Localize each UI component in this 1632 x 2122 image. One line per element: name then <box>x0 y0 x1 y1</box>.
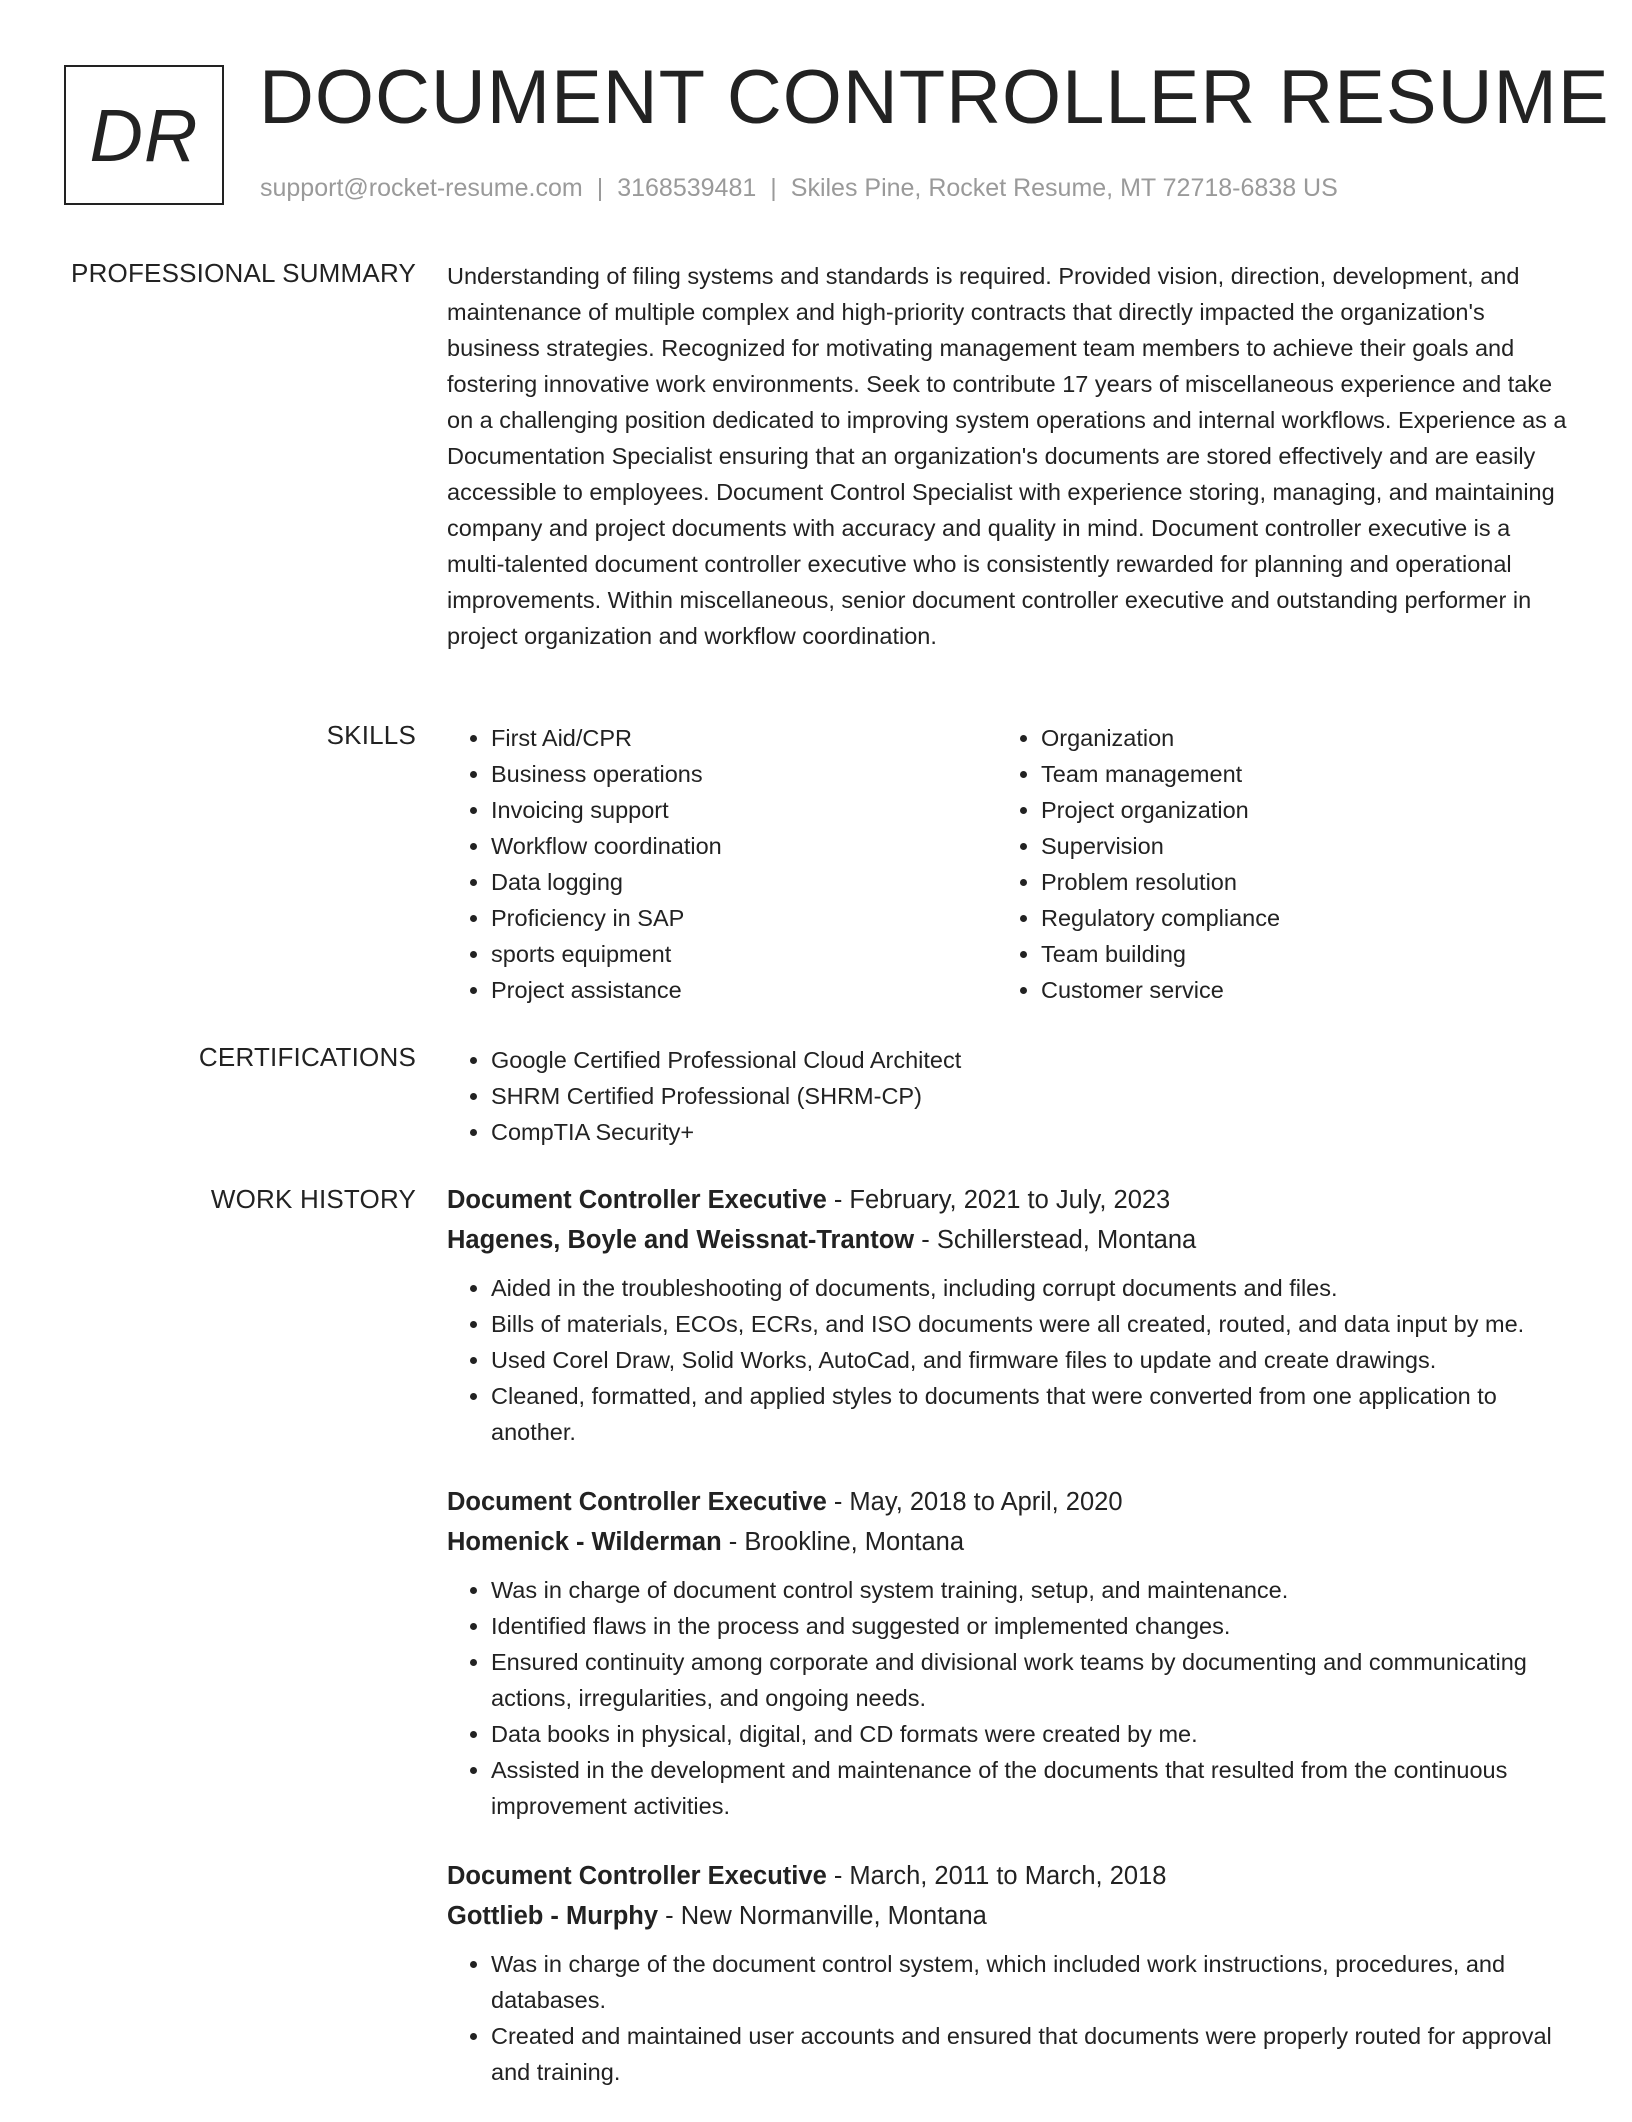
job-bullets <box>447 1572 1567 1824</box>
skills-list-right <box>997 720 1547 1008</box>
job-location: - New Normanville, Montana <box>658 1902 987 1930</box>
certifications-body <box>447 1042 1567 1150</box>
job-bullet: • Identified flaws in the process and suggested or implemented changes. <box>491 1608 1567 1644</box>
job-company-line <box>447 1522 1567 1562</box>
certification-item: • SHRM Certified Professional (SHRM-CP) <box>491 1078 1567 1114</box>
job-entry <box>447 1482 1567 1824</box>
job-location: - Schillerstead, Montana <box>914 1226 1197 1254</box>
skill-item: • Proficiency in SAP <box>491 900 997 936</box>
job-company-line <box>447 1220 1567 1260</box>
skill-item: • Project organization <box>1041 792 1547 828</box>
skill-item: • Customer service <box>1041 972 1547 1008</box>
job-title-line <box>447 1856 1567 1896</box>
skill-item: • Workflow coordination <box>491 828 997 864</box>
skill-item: • Invoicing support <box>491 792 997 828</box>
job-title: Document Controller Executive <box>447 1186 827 1214</box>
certifications-list <box>447 1042 1567 1150</box>
job-dates: - March, 2011 to March, 2018 <box>826 1862 1167 1890</box>
job-bullet: • Ensured continuity among corporate and divisional work teams by documenting and communicating actions, irregularities, and ongoing needs. <box>491 1644 1567 1716</box>
skill-item: • Regulatory compliance <box>1041 900 1547 936</box>
job-company: Hagenes, Boyle and Weissnat-Trantow <box>447 1226 915 1254</box>
summary-body <box>447 258 1567 654</box>
skill-item: • Team management <box>1041 756 1547 792</box>
job-bullet: • Data books in physical, digital, and CD formats were created by me. <box>491 1716 1567 1752</box>
job-company-line <box>447 1896 1567 1936</box>
initials: DR <box>89 93 199 177</box>
work-history-body <box>447 1180 1567 2122</box>
work-history-heading: WORK HISTORY <box>210 1184 416 1214</box>
skill-item: • First Aid/CPR <box>491 720 997 756</box>
monogram-logo <box>64 65 224 205</box>
certification-item: • Google Certified Professional Cloud Architect <box>491 1042 1567 1078</box>
summary-text: Understanding of filing systems and standards is required. Provided vision, direction, development, and maintenance of multiple complex and high-priority contracts that directly impacted the organization's business strategies. Recognized for motivating management team members to achieve their goals and fostering innovative work environments. Seek to contribute 17 years of miscellaneous experience and take on a challenging position dedicated to improving system operations and internal workflows. Experience as a Documentation Specialist ensuring that an organization's documents are stored effectively and are easily accessible to employees. Document Control Specialist with experience storing, managing, and maintaining company and project documents with accuracy and quality in mind. Document controller executive is a multi-talented document controller executive who is consistently rewarded for planning and operational improvements. Within miscellaneous, senior document controller executive and outstanding performer in project organization and workflow coordination. <box>447 263 1567 649</box>
contact-address: Skiles Pine, Rocket Resume, MT 72718-6838 US <box>790 174 1338 202</box>
job-bullet: • Was in charge of document control system training, setup, and maintenance. <box>491 1572 1567 1608</box>
skill-item: • sports equipment <box>491 936 997 972</box>
summary-heading: PROFESSIONAL SUMMARY <box>71 258 416 288</box>
job-bullets <box>447 1946 1567 2090</box>
job-bullet: • Cleaned, formatted, and applied styles to documents that were converted from one application to another. <box>491 1378 1567 1450</box>
skills-body <box>447 720 1567 1008</box>
job-entry <box>447 1180 1567 1450</box>
job-company: Gottlieb - Murphy <box>447 1902 659 1930</box>
job-bullet: • Bills of materials, ECOs, ECRs, and ISO documents were all created, routed, and data input by me. <box>491 1306 1567 1342</box>
certification-item: • CompTIA Security+ <box>491 1114 1567 1150</box>
skill-item: • Project assistance <box>491 972 997 1008</box>
skill-item: • Organization <box>1041 720 1547 756</box>
skill-item: • Team building <box>1041 936 1547 972</box>
skill-item: • Business operations <box>491 756 997 792</box>
job-title-line <box>447 1482 1567 1522</box>
job-bullet: • Used Corel Draw, Solid Works, AutoCad, and firmware files to update and create drawings. <box>491 1342 1567 1378</box>
resume-title: DOCUMENT CONTROLLER RESUME <box>259 55 1610 140</box>
job-title: Document Controller Executive <box>447 1862 827 1890</box>
contact-email: support@rocket-resume.com <box>260 174 583 202</box>
contact-separator: | <box>596 174 604 202</box>
job-dates: - May, 2018 to April, 2020 <box>826 1488 1123 1516</box>
job-company: Homenick - Wilderman <box>447 1528 722 1556</box>
contact-phone: 3168539481 <box>617 174 757 202</box>
certifications-heading: CERTIFICATIONS <box>198 1042 416 1072</box>
job-bullet: • Created and maintained user accounts and ensured that documents were properly routed for approval and training. <box>491 2018 1567 2090</box>
contact-line <box>260 174 1338 203</box>
skills-heading: SKILLS <box>326 720 416 750</box>
skill-item: • Supervision <box>1041 828 1547 864</box>
job-bullet: • Assisted in the development and maintenance of the documents that resulted from the continuous improvement activities. <box>491 1752 1567 1824</box>
skills-grid <box>447 720 1567 1008</box>
job-entry <box>447 1856 1567 2090</box>
contact-separator: | <box>770 174 777 202</box>
skill-item: • Data logging <box>491 864 997 900</box>
job-bullet: • Aided in the troubleshooting of documents, including corrupt documents and files. <box>491 1270 1567 1306</box>
job-location: - Brookline, Montana <box>721 1528 965 1556</box>
skills-list-left <box>447 720 997 1008</box>
job-dates: - February, 2021 to July, 2023 <box>826 1186 1171 1214</box>
job-title: Document Controller Executive <box>447 1488 827 1516</box>
job-bullets <box>447 1270 1567 1450</box>
job-bullet: • Was in charge of the document control system, which included work instructions, procedures, and databases. <box>491 1946 1567 2018</box>
skill-item: • Problem resolution <box>1041 864 1547 900</box>
job-title-line <box>447 1180 1567 1220</box>
